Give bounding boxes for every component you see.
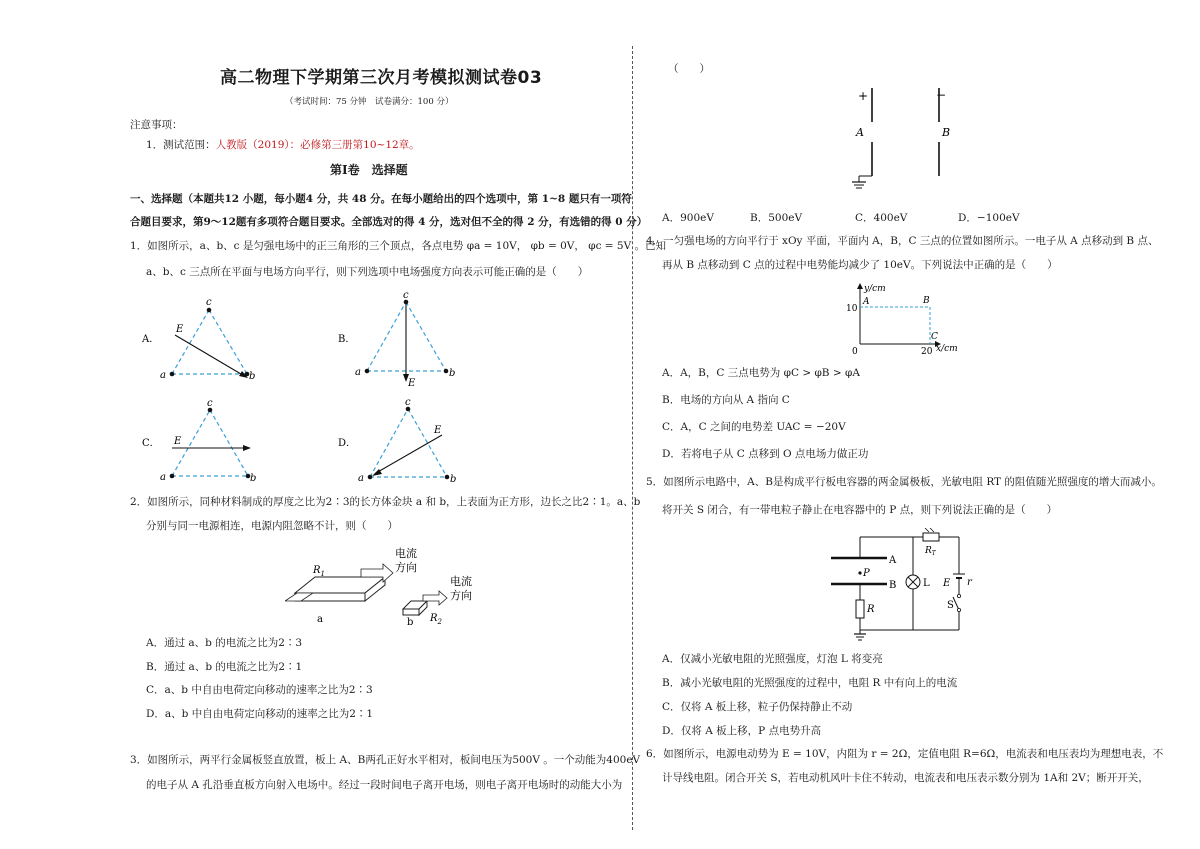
q3-option-c: C．400eV (855, 212, 908, 224)
page-title: 高二物理下学期第三次月考模拟测试卷03 (220, 68, 543, 88)
q1-line-1: 1．如图所示，a、b、c 是匀强电场中的正三角形的三个顶点，各点电势 φa = 10V， φb = 0V， φc = 5V 。已知 (130, 240, 667, 252)
q4-option-c: C．A，C 之间的电势差 UAC = −20V (662, 421, 846, 433)
q4-x-label: x/cm (936, 344, 958, 354)
q3-plus-sign: + (858, 89, 869, 103)
q5-label-l: L (923, 578, 930, 589)
q1-option-a-label: A． (142, 334, 160, 345)
q2-option-c: C．a、b 中自由电荷定向移动的速率之比为2∶3 (146, 684, 373, 696)
q1-d-label-c: c (405, 397, 411, 408)
q5-circuit (825, 528, 975, 644)
q1-b-label-b: b (449, 368, 456, 379)
q4-y-arrowhead (857, 283, 863, 289)
q5-resistor-r (856, 600, 864, 618)
q4-tick-x20: 20 (921, 347, 933, 357)
q5-label-resistor: R (867, 604, 875, 615)
q1-a-label-b: b (249, 371, 256, 382)
q4-figure (840, 280, 970, 360)
q5-option-b: B．减小光敏电阻的光照强度的过程中，电阻 R 中有向上的电流 (662, 677, 958, 689)
q5-light-arrow-1 (925, 528, 929, 532)
q1-c-side-cb (210, 410, 248, 476)
q5-option-d: D．仅将 A 板上移，P 点电势升高 (662, 725, 822, 737)
q3-label-a: A (856, 126, 864, 139)
q4-line-2: 再从 B 点移动到 C 点的过程中电势能均减少了 10eV。下列说法中正确的是（ ） (662, 259, 1058, 271)
q1-b-point-a (365, 369, 370, 374)
section-title: 第Ⅰ卷 选择题 (330, 163, 408, 177)
q5-line-2: 将开关 S 闭合，有一带电粒子静止在电容器中的 P 点，则下列说法正确的是（ ） (662, 504, 1058, 516)
q5-label-e: E (943, 578, 951, 589)
q4-origin: 0 (852, 347, 858, 357)
q1-option-d-label: D． (338, 438, 357, 449)
q1-a-side-ac (172, 310, 209, 374)
q1-d-label-e: E (434, 425, 442, 436)
q1-option-b-label: B． (338, 334, 356, 345)
q3-option-d: D．−100eV (958, 212, 1020, 224)
q3-label-b: B (942, 126, 951, 139)
note-1 (146, 138, 420, 152)
q1-c-label-a: a (160, 472, 166, 483)
q4-point-b-label: B (923, 296, 930, 306)
q1-a-side-cb (209, 310, 247, 374)
q1-option-c-label: C． (142, 438, 160, 449)
q2-label-r1-main: R (313, 565, 321, 576)
q4-option-a: A．A，B，C 三点电势为 φC > φB > φA (662, 367, 860, 379)
q1-c-label-b: b (250, 473, 257, 484)
q2-label-b: b (407, 617, 414, 628)
q4-tick-y10: 10 (846, 304, 858, 314)
q1-a-label-c: c (206, 297, 212, 308)
q1-b-label-e: E (408, 378, 416, 389)
q1-c-arrowhead (243, 445, 251, 451)
q2-option-d: D．a、b 中自由电荷定向移动的速率之比为2∶1 (146, 708, 374, 720)
q1-b-side-ac (367, 302, 406, 371)
q2-label-r2-main: R (430, 613, 438, 624)
notes-heading: 注意事项： (130, 119, 183, 131)
section-intro-line-1: 一、选择题（本题共12 小题，每小题4 分，共 48 分。在每小题给出的四个选项中，第 1~8 题只有一项符 (130, 193, 632, 205)
q5-switch-lever (953, 597, 959, 610)
q4-y-label: y/cm (864, 284, 886, 294)
q5-label-rt-main: R (925, 546, 932, 556)
q2-line-2: 分别与同一电源相连，电源内阻忽略不计，则（ ） (146, 520, 398, 532)
q1-figures (120, 290, 630, 490)
q5-label-r: r (967, 577, 972, 588)
q5-switch-contact-bottom (957, 608, 960, 611)
note-1-scope: 人教版（2019）：必修第三册第10~12章。 (215, 139, 420, 151)
q1-a-label-a: a (160, 370, 166, 381)
q1-a-field-line (175, 335, 246, 377)
q3-answer-paren: （ ） (668, 63, 710, 75)
q5-label-a: A (889, 555, 897, 566)
q1-b-label-c: c (403, 290, 409, 301)
q5-option-a: A．仅减小光敏电阻的光照强度，灯泡 L 将变亮 (662, 653, 883, 665)
q5-label-rt (924, 546, 937, 557)
q3-figure (840, 86, 970, 198)
q6-line-1: 6．如图所示，电源电动势为 E = 10V，内阻为 r = 2Ω，定值电阻 R=6Ω，电流表和电压表均为理想电表，不 (646, 748, 1164, 760)
q5-switch-contact-top (957, 594, 960, 597)
exam-subtitle: （考试时间：75 分钟 试卷满分：100 分） (285, 97, 454, 107)
q1-b-side-cb (406, 302, 446, 371)
q2-dir-2-line-1: 电流 (450, 575, 472, 588)
q1-a-point-c (207, 308, 212, 313)
q1-d-side-ac (370, 409, 408, 477)
q2-line-1: 2．如图所示，同种材料制成的厚度之比为2∶3的长方体金块 a 和 b，上表面为正方形，边长之比2∶1。a、b (130, 496, 641, 508)
q5-label-s: S (947, 600, 954, 611)
q3-minus-sign: − (936, 88, 947, 102)
q1-b-point-b (444, 369, 449, 374)
q2-label-a: a (317, 614, 323, 625)
q2-dir-1-line-2: 方向 (395, 561, 417, 574)
q4-point-a-label: A (863, 297, 870, 307)
section-intro-line-2: 合题目要求，第9～12题有多项符合题目要求。全部选对的得 4 分，选对但不全的得 2 分，有选错的得 0 分） (130, 216, 648, 228)
q1-d-field-line (376, 435, 442, 473)
q2-option-b: B．通过 a、b 的电流之比为2∶1 (146, 661, 303, 673)
q2-label-r2-sub: 2 (437, 618, 442, 626)
q1-d-label-a: a (358, 473, 364, 484)
q2-label-r1 (312, 565, 325, 578)
q2-block-b-front (403, 609, 419, 615)
q1-c-label-c: c (207, 398, 213, 409)
q4-line-1: 4．一匀强电场的方向平行于 xOy 平面，平面内 A，B，C 三点的位置如图所示。一电子从 A 点移动到 B 点、 (646, 235, 1159, 247)
q1-a-label-e: E (176, 324, 184, 335)
q2-dir-1-line-1: 电流 (395, 547, 417, 560)
q1-d-point-b (445, 475, 450, 480)
q5-photoresistor (923, 533, 939, 541)
q1-d-label-b: b (450, 474, 457, 485)
q1-b-label-a: a (355, 367, 361, 378)
q3-option-b: B．500eV (750, 212, 803, 224)
q2-figure (285, 543, 485, 628)
q4-option-b: B．电场的方向从 A 指向 C (662, 394, 790, 406)
q1-a-point-a (170, 372, 175, 377)
q2-label-r1-sub: 1 (320, 570, 325, 578)
q1-c-point-a (170, 474, 175, 479)
q2-label-r2 (429, 613, 443, 626)
q3-line-1: 3．如图所示，两平行金属板竖直放置，板上 A、B两孔正好水平相对，板间电压为500V 。一个动能为400eV (130, 754, 641, 766)
column-divider (632, 46, 633, 830)
q1-d-point-a (368, 475, 373, 480)
q1-c-label-e: E (174, 436, 182, 447)
note-1-prefix: 1．测试范围： (146, 139, 216, 151)
q1-line-2: a、b、c 三点所在平面与电场方向平行，则下列选项中电场强度方向表示可能正确的是（ ） (146, 266, 589, 278)
q5-option-c: C．仅将 A 板上移，粒子仍保持静止不动 (662, 701, 853, 713)
q4-point-c-label: C (931, 332, 938, 342)
q4-option-d: D．若将电子从 C 点移到 O 点电场力做正功 (662, 448, 869, 460)
q6-line-2: 计导线电阻。闭合开关 S，若电动机风叶卡住不转动，电流表和电压表示数分别为 1A和 2V；断开开关， (662, 772, 1149, 784)
q2-option-a: A．通过 a、b 的电流之比为2∶3 (146, 637, 303, 649)
q5-line-1: 5．如图所示电路中，A、B是构成平行板电容器的两金属极板，光敏电阻 RT 的阻值随光照强度的增大而减小。 (646, 476, 1162, 488)
q5-light-arrow-2 (930, 528, 934, 532)
q3-option-a: A．900eV (662, 212, 714, 224)
q5-particle-p (858, 571, 861, 574)
q2-dir-2-line-2: 方向 (450, 589, 472, 602)
q3-line-2: 的电子从 A 孔沿垂直板方向射入电场中。经过一段时间电子离开电场，则电子离开电场时的动能大小为 (146, 779, 623, 791)
q5-label-b: B (889, 580, 897, 591)
q5-label-rt-sub: T (931, 550, 936, 557)
q5-label-p: P (863, 568, 870, 579)
